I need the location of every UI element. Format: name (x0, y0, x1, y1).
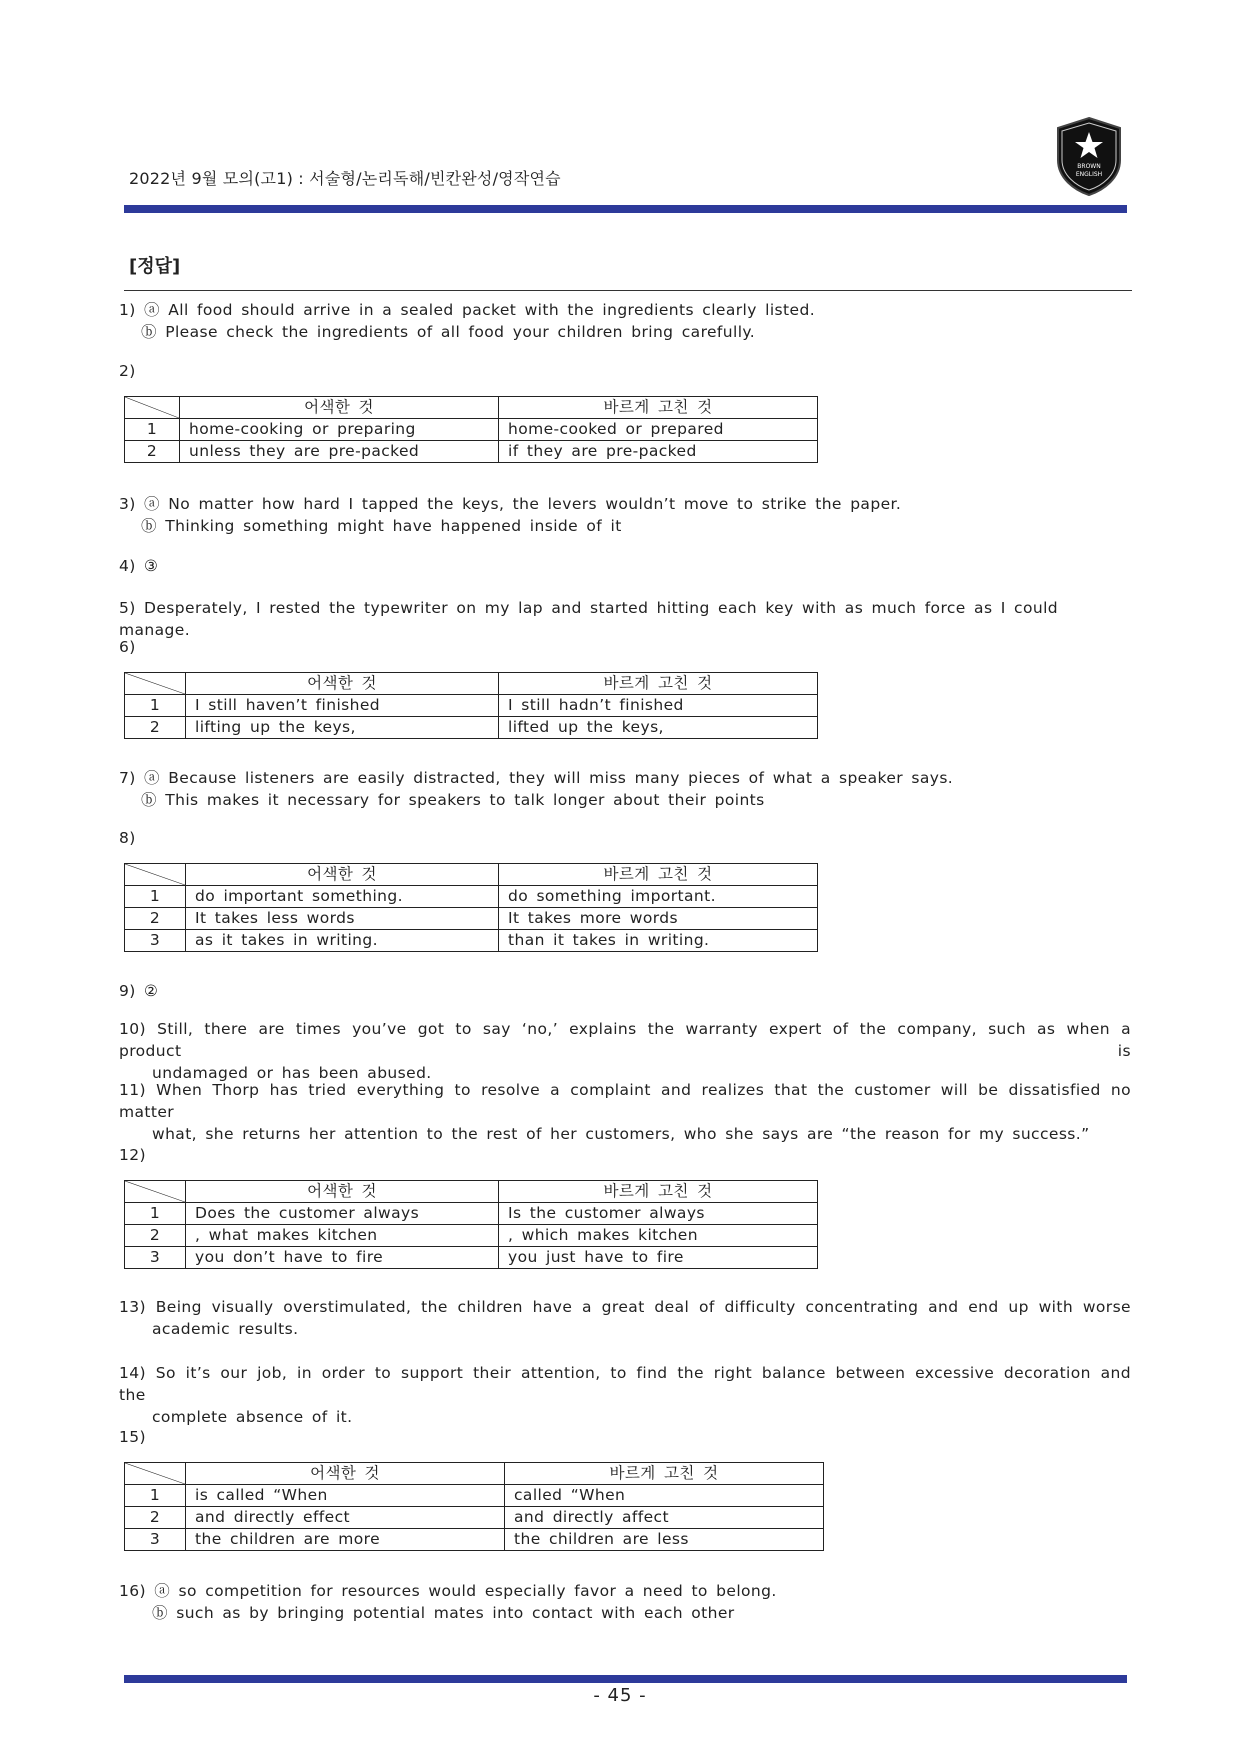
row-number: 1 (125, 695, 186, 717)
right-cell: if they are pre-packed (499, 441, 818, 463)
answer-item-13 (119, 1296, 1131, 1340)
header-right: 바르게 고친 것 (499, 1181, 818, 1203)
answer-11-line-2: what, she returns her attention to the rest of her customers, who she says are “the reason for my success.” (152, 1125, 1090, 1143)
diagonal-header-cell (125, 864, 186, 886)
answer-table-12 (124, 1180, 818, 1269)
header-wrong: 어색한 것 (180, 397, 499, 419)
header-right: 바르게 고친 것 (499, 673, 818, 695)
row-number: 2 (125, 441, 180, 463)
answer-13-line-1: 13) Being visually overstimulated, the children have a great deal of difficulty concentrating and end up with worse (119, 1298, 1131, 1316)
right-cell: called “When (505, 1485, 824, 1507)
wrong-cell: I still haven’t finished (186, 695, 499, 717)
answer-3a: 3) ⓐ No matter how hard I tapped the keys, the levers wouldn’t move to strike the paper. (119, 495, 902, 513)
answer-item-9: 9) ② (119, 982, 159, 1000)
row-number: 2 (125, 908, 186, 930)
answer-table-15 (124, 1462, 824, 1551)
table-row (125, 1507, 824, 1529)
wrong-cell: the children are more (186, 1529, 505, 1551)
answer-7b: ⓑ This makes it necessary for speakers to talk longer about their points (141, 791, 765, 809)
answer-item-8-label: 8) (119, 829, 136, 847)
right-cell: home-cooked or prepared (499, 419, 818, 441)
table-row (125, 419, 818, 441)
answer-16a: 16) ⓐ so competition for resources would especially favor a need to belong. (119, 1582, 777, 1600)
diagonal-header-cell (125, 1463, 186, 1485)
header-right: 바르게 고친 것 (499, 864, 818, 886)
answer-1a: 1) ⓐ All food should arrive in a sealed packet with the ingredients clearly listed. (119, 301, 816, 319)
answer-1b: ⓑ Please check the ingredients of all food your children bring carefully. (141, 323, 756, 341)
table-row (125, 1225, 818, 1247)
answer-item-3 (119, 493, 1131, 537)
row-number: 1 (125, 419, 180, 441)
wrong-cell: Does the customer always (186, 1203, 499, 1225)
answer-item-11 (119, 1079, 1131, 1145)
answer-item-7 (119, 767, 1131, 811)
header-wrong: 어색한 것 (186, 864, 499, 886)
row-number: 1 (125, 1203, 186, 1225)
answer-10-line-2: undamaged or has been abused. (152, 1064, 432, 1082)
answer-table-8 (124, 863, 818, 952)
right-cell: lifted up the keys, (499, 717, 818, 739)
row-number: 2 (125, 717, 186, 739)
row-number: 1 (125, 1485, 186, 1507)
answer-16b: ⓑ such as by bringing potential mates into contact with each other (152, 1604, 735, 1622)
answer-11-line-1: 11) When Thorp has tried everything to resolve a complaint and realizes that the customer will be dissatisfied no matter (119, 1081, 1131, 1121)
table-row (125, 717, 818, 739)
header-wrong: 어색한 것 (186, 1463, 505, 1485)
row-number: 1 (125, 886, 186, 908)
header-divider-bar (124, 205, 1127, 213)
answer-item-12-label: 12) (119, 1146, 146, 1164)
diagonal-header-cell (125, 1181, 186, 1203)
answer-7a: 7) ⓐ Because listeners are easily distracted, they will miss many pieces of what a speaker says. (119, 769, 954, 787)
wrong-cell: , what makes kitchen (186, 1225, 499, 1247)
right-cell: do something important. (499, 886, 818, 908)
answer-item-10 (119, 1018, 1131, 1084)
table-row (125, 441, 818, 463)
header-wrong: 어색한 것 (186, 1181, 499, 1203)
right-cell: , which makes kitchen (499, 1225, 818, 1247)
logo-text-line-2: ENGLISH (1075, 171, 1103, 178)
table-row (125, 930, 818, 952)
answer-item-2-label: 2) (119, 362, 136, 380)
answer-table-2 (124, 396, 818, 463)
table-row (125, 886, 818, 908)
wrong-cell: do important something. (186, 886, 499, 908)
right-cell: and directly affect (505, 1507, 824, 1529)
wrong-cell: lifting up the keys, (186, 717, 499, 739)
wrong-cell: and directly effect (186, 1507, 505, 1529)
answer-item-1 (119, 299, 1131, 343)
page-number: - 45 - (593, 1685, 647, 1706)
answer-item-6-label: 6) (119, 638, 136, 656)
answer-3b: ⓑ Thinking something might have happened inside of it (141, 517, 622, 535)
brown-english-shield-logo (1054, 116, 1124, 196)
right-cell: you just have to fire (499, 1247, 818, 1269)
table-row (125, 1529, 824, 1551)
right-cell: It takes more words (499, 908, 818, 930)
right-cell: Is the customer always (499, 1203, 818, 1225)
answer-13-line-2: academic results. (152, 1320, 299, 1338)
right-cell: I still hadn’t finished (499, 695, 818, 717)
right-cell: than it takes in writing. (499, 930, 818, 952)
table-row (125, 1203, 818, 1225)
header-wrong: 어색한 것 (186, 673, 499, 695)
answer-section-title: [정답] (129, 256, 181, 277)
wrong-cell: as it takes in writing. (186, 930, 499, 952)
wrong-cell: unless they are pre-packed (180, 441, 499, 463)
diagonal-header-cell (125, 673, 186, 695)
table-row (125, 1247, 818, 1269)
answer-item-16 (119, 1580, 1131, 1624)
header-right: 바르게 고친 것 (505, 1463, 824, 1485)
wrong-cell: is called “When (186, 1485, 505, 1507)
answer-table-6 (124, 672, 818, 739)
table-row (125, 908, 818, 930)
row-number: 2 (125, 1507, 186, 1529)
answer-item-14 (119, 1362, 1131, 1428)
row-number: 3 (125, 1529, 186, 1551)
answer-14-line-1: 14) So it’s our job, in order to support their attention, to find the right balance between excessive decoration and the (119, 1364, 1131, 1404)
footer-divider-bar (124, 1675, 1127, 1683)
answer-10-line-1: 10) Still, there are times you’ve got to say ‘no,’ explains the warranty expert of the company, such as when a product is (119, 1020, 1131, 1060)
wrong-cell: It takes less words (186, 908, 499, 930)
row-number: 3 (125, 930, 186, 952)
table-row (125, 1485, 824, 1507)
wrong-cell: you don’t have to fire (186, 1247, 499, 1269)
header-right: 바르게 고친 것 (499, 397, 818, 419)
table-row (125, 695, 818, 717)
logo-text-line-1: BROWN (1077, 163, 1101, 170)
answer-item-5: 5) Desperately, I rested the typewriter on my lap and started hitting each key with as much force as I could manage. (119, 599, 1059, 639)
section-rule (124, 290, 1132, 291)
row-number: 3 (125, 1247, 186, 1269)
answer-14-line-2: complete absence of it. (152, 1408, 353, 1426)
answer-item-15-label: 15) (119, 1428, 146, 1446)
diagonal-header-cell (125, 397, 180, 419)
row-number: 2 (125, 1225, 186, 1247)
right-cell: the children are less (505, 1529, 824, 1551)
answer-item-4: 4) ③ (119, 557, 159, 575)
wrong-cell: home-cooking or preparing (180, 419, 499, 441)
document-header-title: 2022년 9월 모의(고1) : 서술형/논리독해/빈칸완성/영작연습 (129, 169, 561, 188)
